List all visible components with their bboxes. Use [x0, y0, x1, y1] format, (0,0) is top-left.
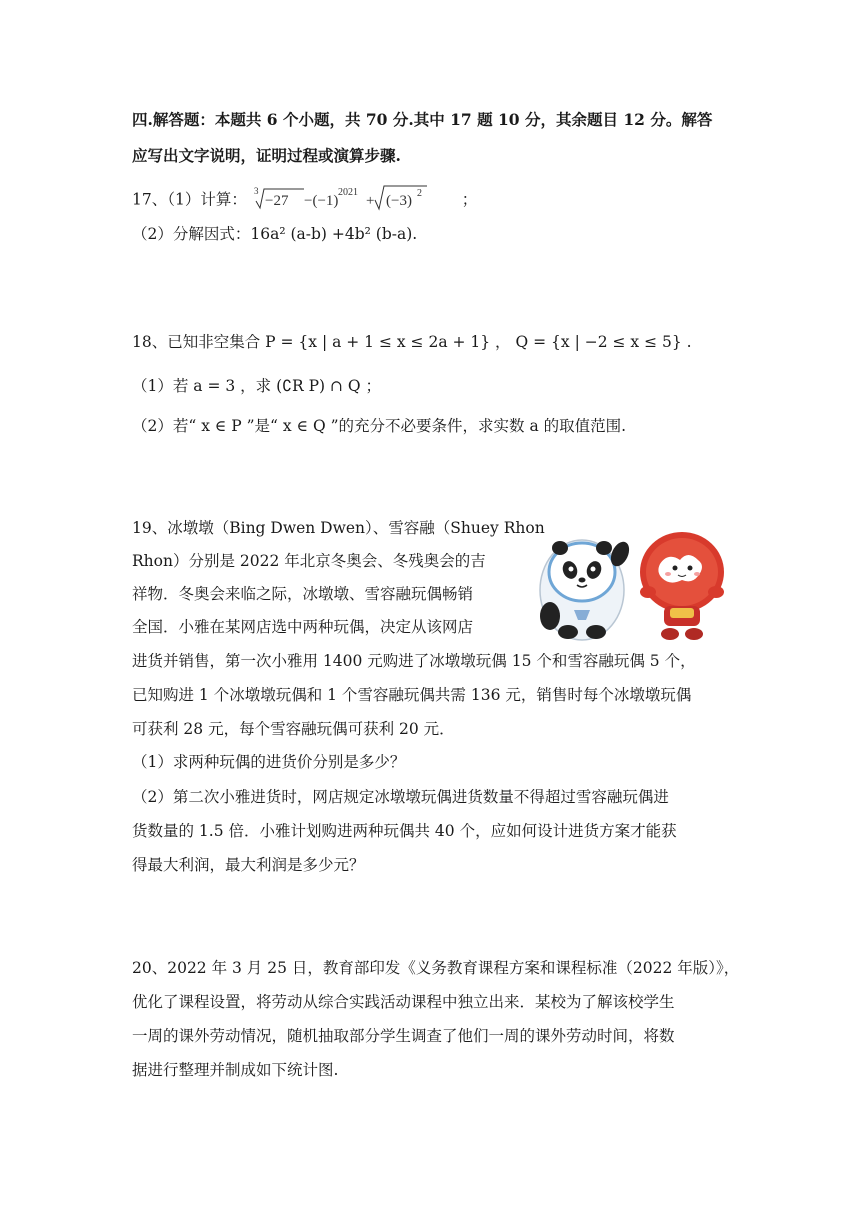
q19-line6: 已知购进 1 个冰墩墩玩偶和 1 个雪容融玩偶共需 136 元，销售时每个冰墩墩玩偶	[132, 686, 692, 704]
q17-radicand1: −27	[264, 193, 289, 209]
q19-part2-line1: （2）第二次小雅进货时，网店规定冰墩墩玩偶进货数量不得超过雪容融玩偶进	[132, 788, 669, 806]
q17-radicand2: (−3)	[385, 193, 412, 209]
q19-line3: 祥物．冬奥会来临之际，冰墩墩、雪容融玩偶畅销	[132, 585, 474, 603]
q20-line1: 20、2022 年 3 月 25 日，教育部印发《义务教育课程方案和课程标准（2022 年版）》，	[132, 959, 740, 977]
q17-part2: （2）分解因式：16a² (a-b) +4b² (b-a).	[132, 225, 418, 243]
q17-cube-index: 3	[253, 186, 259, 196]
bing-dwen-dwen-illustration	[540, 539, 633, 640]
q19-part2-line3: 得最大利润，最大利润是多少元？	[132, 856, 365, 874]
section-header-line2: 应写出文字说明，证明过程或演算步骤.	[132, 146, 401, 165]
q19-line2: Rhon）分别是 2022 年北京冬奥会、冬残奥会的吉	[132, 552, 486, 570]
q19-line1: 19、冰墩墩（Bing Dwen Dwen）、雪容融（Shuey Rhon	[132, 519, 545, 537]
q17-plus: +	[365, 193, 375, 209]
q17-prefix: 17、（1）计算：	[132, 190, 247, 209]
q19-part1: （1）求两种玩偶的进货价分别是多少？	[132, 753, 406, 771]
q17-formula	[252, 184, 457, 214]
q17-part1	[132, 186, 477, 216]
q17-minus-term: −(−1)	[303, 193, 339, 209]
mascots-image	[520, 524, 732, 642]
q19-line4: 全国．小雅在某网店选中两种玩偶，决定从该网店	[132, 618, 474, 636]
q17-suffix: ；	[461, 190, 478, 209]
q17-exponent2: 2	[416, 188, 422, 199]
q20-line2: 优化了课程设置，将劳动从综合实践活动课程中独立出来．某校为了解该校学生	[132, 993, 675, 1011]
q19-line7: 可获利 28 元，每个雪容融玩偶可获利 20 元．	[132, 720, 455, 738]
q20-line3: 一周的课外劳动情况，随机抽取部分学生调查了他们一周的课外劳动时间，将数	[132, 1027, 675, 1045]
q19-part2-line2: 货数量的 1.5 倍．小雅计划购进两种玩偶共 40 个，应如何设计进货方案才能获	[132, 822, 677, 840]
q18-line1: 18、已知非空集合 P = {x | a + 1 ≤ x ≤ 2a + 1} ， Q = {x | −2 ≤ x ≤ 5} .	[132, 333, 692, 351]
shuey-rhon-rhon-illustration	[640, 532, 724, 640]
q19-line5: 进货并销售，第一次小雅用 1400 元购进了冰墩墩玩偶 15 个和雪容融玩偶 5 个，	[132, 652, 696, 670]
section-header-line1: 四.解答题：本题共 6 个小题，共 70 分.其中 17 题 10 分，其余题目 12 分。解答	[132, 110, 713, 129]
q18-part2: （2）若“ x ∈ P ”是“ x ∈ Q ”的充分不必要条件，求实数 a 的取值范围.	[132, 417, 627, 435]
q20-line4: 据进行整理并制成如下统计图.	[132, 1061, 339, 1079]
q18-part1: （1）若 a = 3 ，求 (∁R P) ∩ Q ；	[132, 377, 382, 395]
q17-exponent: 2021	[337, 187, 358, 198]
